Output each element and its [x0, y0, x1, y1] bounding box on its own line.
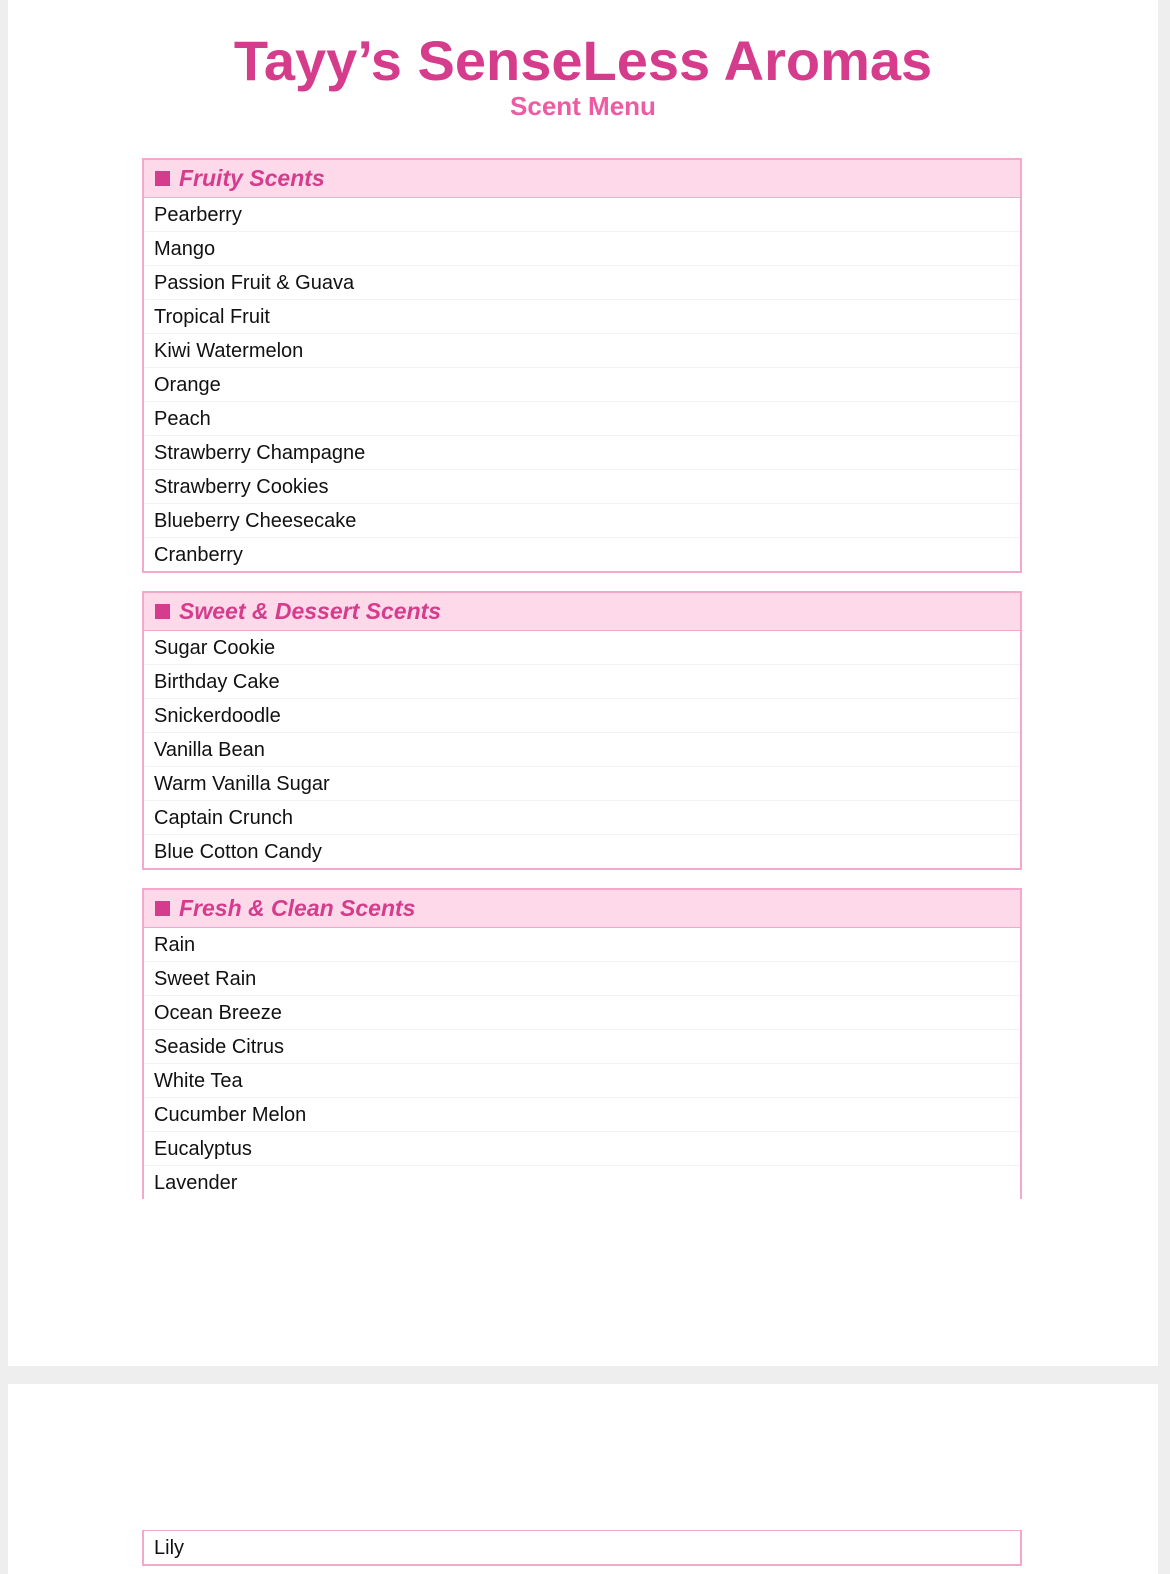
section-sweet-dessert-scents — [142, 591, 1022, 870]
document-title: Tayy’s SenseLess Aromas — [233, 29, 933, 92]
list-item: Cucumber Melon — [144, 1098, 1020, 1132]
list-item: Vanilla Bean — [144, 733, 1020, 767]
page-1 — [8, 0, 1158, 1366]
list-item: Tropical Fruit — [144, 300, 1020, 334]
list-item: Pearberry — [144, 198, 1020, 232]
list-item: Rain — [144, 928, 1020, 962]
list-item: Passion Fruit & Guava — [144, 266, 1020, 300]
section-header — [144, 890, 1020, 928]
square-bullet-icon — [155, 901, 170, 916]
section-fruity-scents — [142, 158, 1022, 573]
square-bullet-icon — [155, 604, 170, 619]
list-item: Sugar Cookie — [144, 631, 1020, 665]
section-fresh-clean-scents-continued — [142, 1530, 1022, 1566]
section-title: Fresh & Clean Scents — [179, 895, 416, 921]
page-2 — [8, 1384, 1158, 1574]
list-item: Ocean Breeze — [144, 996, 1020, 1030]
list-item: Sweet Rain — [144, 962, 1020, 996]
list-item: Peach — [144, 402, 1020, 436]
list-item: Warm Vanilla Sugar — [144, 767, 1020, 801]
section-title: Sweet & Dessert Scents — [179, 598, 442, 624]
section-fresh-clean-scents — [142, 888, 1022, 1199]
list-item: Captain Crunch — [144, 801, 1020, 835]
list-item: Seaside Citrus — [144, 1030, 1020, 1064]
list-item: Kiwi Watermelon — [144, 334, 1020, 368]
list-item: Mango — [144, 232, 1020, 266]
list-item: Orange — [144, 368, 1020, 402]
list-item: Cranberry — [154, 544, 243, 566]
list-item: Strawberry Champagne — [144, 436, 1020, 470]
list-item: White Tea — [144, 1064, 1020, 1098]
list-item: Lily — [154, 1537, 185, 1559]
list-item: Strawberry Cookies — [144, 470, 1020, 504]
list-item: Eucalyptus — [144, 1132, 1020, 1166]
list-item: Birthday Cake — [144, 665, 1020, 699]
section-header — [144, 593, 1020, 631]
square-bullet-icon — [155, 171, 170, 186]
list-item: Lavender — [154, 1172, 238, 1194]
section-header — [144, 160, 1020, 198]
list-item: Snickerdoodle — [144, 699, 1020, 733]
list-item: Blue Cotton Candy — [154, 841, 322, 863]
list-item: Blueberry Cheesecake — [144, 504, 1020, 538]
document-subtitle: Scent Menu — [510, 91, 656, 121]
section-title: Fruity Scents — [179, 165, 325, 191]
